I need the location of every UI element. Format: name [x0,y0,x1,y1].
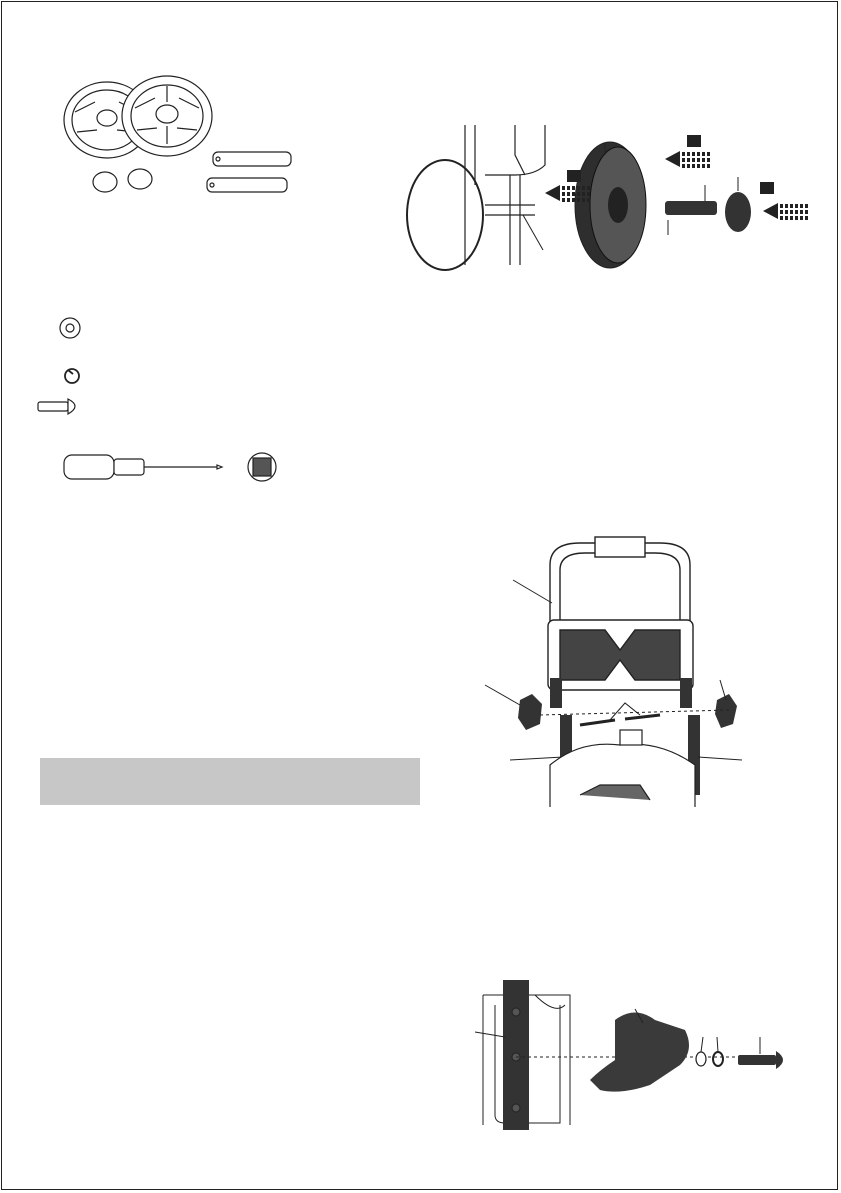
leader-line [698,757,742,760]
leader-line [485,685,520,705]
bracket-detail-figure [475,975,795,1135]
arrow-icon [665,135,712,167]
tools-figure [62,445,292,490]
axle-pin-icon [213,152,291,166]
leader-line [475,1032,505,1037]
leader-line [701,1037,703,1052]
note-band-text [40,758,420,786]
hub-cap-icon [93,172,117,192]
wheel-icon [122,76,212,156]
parts-kit-figure [55,72,305,202]
axle-pin-icon [665,185,717,235]
flat-washer-icon [60,318,80,338]
lock-washer-icon [713,1052,723,1066]
wheel-icon [575,142,646,268]
bolt-icon [580,715,660,725]
hub-cap-icon [725,177,751,232]
leader-line [523,215,543,250]
leader-line [717,1037,718,1052]
screwdriver-icon [64,455,222,479]
connector-icon [248,453,276,481]
bracket-icon [590,1013,689,1092]
frame-illustration [407,125,545,270]
axle-pin-icon [207,178,287,192]
bolt-icon [38,399,75,414]
hardware-figure [35,312,95,427]
lock-washer-icon [65,369,79,383]
leader-line [513,580,552,603]
handle-illustration [548,537,693,690]
leader-line [510,757,563,760]
arrow-icon [760,182,810,219]
handle-install-figure [480,535,760,810]
wheel-install-figure [425,115,825,275]
hub-cap-icon [128,169,152,189]
flat-washer-icon [696,1052,706,1066]
note-band [40,758,420,805]
